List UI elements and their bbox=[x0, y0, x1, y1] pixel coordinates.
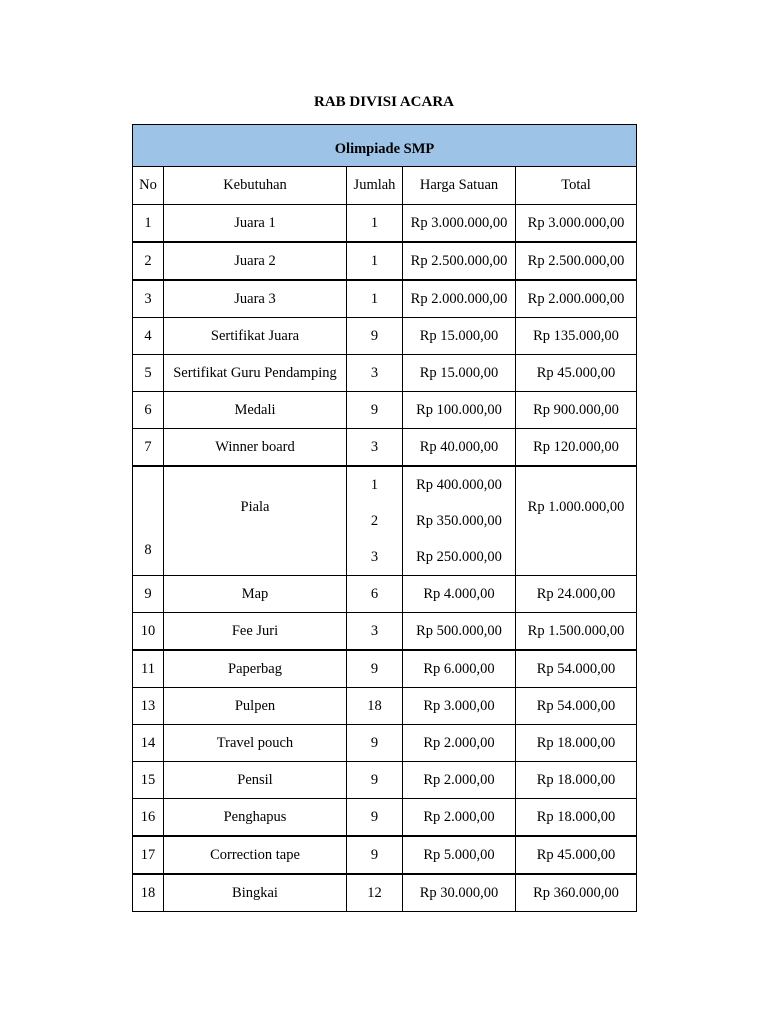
cell-harga: Rp 2.500.000,00 bbox=[403, 242, 516, 280]
cell-harga: Rp 3.000.000,00 bbox=[403, 205, 516, 243]
cell-kebutuhan: Pulpen bbox=[164, 688, 347, 725]
cell-harga: Rp 2.000,00 bbox=[403, 799, 516, 837]
cell-kebutuhan: Piala bbox=[164, 466, 347, 576]
cell-jumlah: 9 bbox=[347, 650, 403, 688]
budget-table-body bbox=[133, 125, 637, 912]
cell-harga: Rp 5.000,00 bbox=[403, 836, 516, 874]
cell-kebutuhan: Pensil bbox=[164, 762, 347, 799]
cell-total: Rp 2.500.000,00 bbox=[516, 242, 637, 280]
cell-jumlah: 9 bbox=[347, 318, 403, 355]
cell-harga: Rp 2.000,00 bbox=[403, 762, 516, 799]
table-row bbox=[133, 613, 637, 651]
header-jumlah: Jumlah bbox=[347, 167, 403, 205]
cell-kebutuhan: Paperbag bbox=[164, 650, 347, 688]
cell-harga: Rp 100.000,00 bbox=[403, 392, 516, 429]
cell-total: Rp 360.000,00 bbox=[516, 874, 637, 912]
header-kebutuhan: Kebutuhan bbox=[164, 167, 347, 205]
cell-total: Rp 24.000,00 bbox=[516, 576, 637, 613]
cell-no: 11 bbox=[133, 650, 164, 688]
cell-no: 14 bbox=[133, 725, 164, 762]
cell-no: 10 bbox=[133, 613, 164, 651]
cell-jumlah: 9 bbox=[347, 836, 403, 874]
table-row-piala bbox=[133, 466, 637, 576]
cell-no: 4 bbox=[133, 318, 164, 355]
cell-harga: Rp 15.000,00 bbox=[403, 355, 516, 392]
cell-jumlah: 1 bbox=[347, 242, 403, 280]
cell-total: Rp 18.000,00 bbox=[516, 799, 637, 837]
cell-no: 3 bbox=[133, 280, 164, 318]
cell-no: 7 bbox=[133, 429, 164, 467]
header-no: No bbox=[133, 167, 164, 205]
cell-no: 6 bbox=[133, 392, 164, 429]
cell-jumlah-line: 2 bbox=[370, 513, 379, 529]
document-title: RAB DIVISI ACARA bbox=[313, 94, 455, 110]
header-harga-satuan: Harga Satuan bbox=[403, 167, 516, 205]
table-band-row bbox=[133, 125, 637, 167]
cell-kebutuhan: Travel pouch bbox=[164, 725, 347, 762]
cell-harga: Rp 4.000,00 bbox=[403, 576, 516, 613]
cell-jumlah: 9 bbox=[347, 799, 403, 837]
cell-no: 9 bbox=[133, 576, 164, 613]
cell-kebutuhan: Penghapus bbox=[164, 799, 347, 837]
cell-kebutuhan: Juara 3 bbox=[164, 280, 347, 318]
table-row bbox=[133, 576, 637, 613]
cell-no: 5 bbox=[133, 355, 164, 392]
cell-harga: Rp 40.000,00 bbox=[403, 429, 516, 467]
table-row bbox=[133, 762, 637, 799]
cell-total: Rp 1.500.000,00 bbox=[516, 613, 637, 651]
table-row bbox=[133, 429, 637, 467]
cell-harga: Rp 500.000,00 bbox=[403, 613, 516, 651]
cell-jumlah: 6 bbox=[347, 576, 403, 613]
cell-jumlah-line: 3 bbox=[370, 549, 379, 565]
cell-kebutuhan: Sertifikat Guru Pendamping bbox=[164, 355, 347, 392]
table-row bbox=[133, 205, 637, 243]
cell-total: Rp 45.000,00 bbox=[516, 355, 637, 392]
cell-total: Rp 18.000,00 bbox=[516, 762, 637, 799]
cell-jumlah: 9 bbox=[347, 392, 403, 429]
cell-harga: Rp 3.000,00 bbox=[403, 688, 516, 725]
cell-no: 15 bbox=[133, 762, 164, 799]
cell-total: Rp 135.000,00 bbox=[516, 318, 637, 355]
cell-jumlah: 9 bbox=[347, 762, 403, 799]
cell-total: Rp 2.000.000,00 bbox=[516, 280, 637, 318]
table-band-title: Olimpiade SMP bbox=[133, 125, 637, 167]
cell-jumlah-stack bbox=[347, 466, 403, 576]
table-row bbox=[133, 688, 637, 725]
table-row bbox=[133, 725, 637, 762]
cell-no: 8 bbox=[133, 466, 164, 576]
cell-kebutuhan: Map bbox=[164, 576, 347, 613]
cell-jumlah: 3 bbox=[347, 613, 403, 651]
cell-jumlah: 18 bbox=[347, 688, 403, 725]
cell-total: Rp 3.000.000,00 bbox=[516, 205, 637, 243]
cell-total: Rp 54.000,00 bbox=[516, 650, 637, 688]
table-row bbox=[133, 799, 637, 837]
cell-jumlah: 1 bbox=[347, 280, 403, 318]
cell-kebutuhan: Sertifikat Juara bbox=[164, 318, 347, 355]
cell-no: 17 bbox=[133, 836, 164, 874]
cell-jumlah: 12 bbox=[347, 874, 403, 912]
table-row bbox=[133, 318, 637, 355]
cell-jumlah: 3 bbox=[347, 429, 403, 467]
table-row bbox=[133, 392, 637, 429]
cell-harga-line: Rp 400.000,00 bbox=[416, 477, 502, 493]
cell-harga: Rp 30.000,00 bbox=[403, 874, 516, 912]
table-row bbox=[133, 650, 637, 688]
cell-total: Rp 900.000,00 bbox=[516, 392, 637, 429]
cell-total: Rp 1.000.000,00 bbox=[516, 466, 637, 576]
header-total: Total bbox=[516, 167, 637, 205]
table-row bbox=[133, 280, 637, 318]
cell-no: 18 bbox=[133, 874, 164, 912]
table-row bbox=[133, 355, 637, 392]
cell-no: 2 bbox=[133, 242, 164, 280]
table-row bbox=[133, 874, 637, 912]
cell-total: Rp 120.000,00 bbox=[516, 429, 637, 467]
cell-no: 1 bbox=[133, 205, 164, 243]
cell-harga-line: Rp 250.000,00 bbox=[416, 549, 502, 565]
cell-kebutuhan: Winner board bbox=[164, 429, 347, 467]
column-header-row bbox=[133, 167, 637, 205]
cell-kebutuhan: Bingkai bbox=[164, 874, 347, 912]
cell-jumlah: 9 bbox=[347, 725, 403, 762]
cell-kebutuhan: Correction tape bbox=[164, 836, 347, 874]
table-row bbox=[133, 242, 637, 280]
cell-harga: Rp 6.000,00 bbox=[403, 650, 516, 688]
cell-total: Rp 45.000,00 bbox=[516, 836, 637, 874]
cell-harga: Rp 2.000.000,00 bbox=[403, 280, 516, 318]
cell-no: 13 bbox=[133, 688, 164, 725]
cell-total: Rp 18.000,00 bbox=[516, 725, 637, 762]
cell-harga: Rp 15.000,00 bbox=[403, 318, 516, 355]
cell-jumlah: 3 bbox=[347, 355, 403, 392]
cell-kebutuhan: Juara 2 bbox=[164, 242, 347, 280]
cell-kebutuhan: Medali bbox=[164, 392, 347, 429]
cell-harga-line: Rp 350.000,00 bbox=[416, 513, 502, 529]
budget-table bbox=[132, 124, 637, 912]
cell-jumlah: 1 bbox=[347, 205, 403, 243]
cell-harga-stack bbox=[403, 466, 516, 576]
table-row bbox=[133, 836, 637, 874]
cell-harga: Rp 2.000,00 bbox=[403, 725, 516, 762]
cell-total: Rp 54.000,00 bbox=[516, 688, 637, 725]
cell-no: 16 bbox=[133, 799, 164, 837]
cell-kebutuhan: Juara 1 bbox=[164, 205, 347, 243]
cell-kebutuhan: Fee Juri bbox=[164, 613, 347, 651]
cell-jumlah-line: 1 bbox=[370, 477, 379, 493]
